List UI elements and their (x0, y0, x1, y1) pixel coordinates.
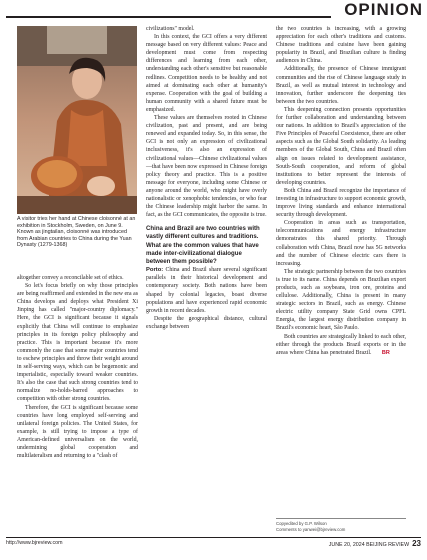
footer-rule (6, 537, 421, 538)
answer-speaker: Porto: (146, 267, 164, 274)
paragraph-text: Both countries are strategically linked to each other, either through the products Brazil exports or in the areas where China has penetrated Brazil. (276, 333, 406, 356)
text-column-1 (17, 274, 138, 460)
paragraph: Additionally, the presence of Chinese immigrant communities and the rise of Chinese language study in Brazil, as well as mutual interest in technology and innovation, further underscore the deepening ties between the two countries. (276, 66, 406, 105)
copyeditor-line: Copyedited by G.P. Wilson (276, 521, 327, 526)
paragraph: This deepening connection presents opportunities for further collaboration and understanding between our nations. In addition to Brazil's appreciation of the Five Principles of Peaceful Coexistence, there are other aspects such as the Global South solidarity. As leading members of the Global South, China and Brazil often align on issues related to development assistance, South-South cooperation, and reform of global institutions to better represent the interests of developing countries. (276, 106, 406, 186)
footer-url[interactable]: http://www.bjreview.com (6, 540, 63, 546)
end-mark: BR (381, 349, 390, 356)
editor-credit (276, 518, 406, 532)
text-column-3 (276, 25, 406, 357)
paragraph: altogether convey a reconcilable set of ethics. (17, 275, 124, 281)
paragraph: Therefore, the GCI is significant because some countries have long employed self-serving and unilateral foreign policies. The United States, for example, is still trying to impose a type of American-defined universalism on the world, undermining global cooperation and multilateralism and returning to a "clash of (17, 404, 138, 460)
section-title: OPINION (344, 0, 423, 19)
paragraph (276, 333, 406, 357)
answer-text: China and Brazil share several significant parallels in their historical development and contemporary society. Both nations have been shaped by colonial legacies, boast diverse populations and have experienced rapid economic growth in recent decades. (146, 267, 267, 314)
interview-question: China and Brazil are two countries with vastly different cultures and traditions. What are the common values that have made inter-civilizational dialogue between them possible? (146, 225, 260, 266)
issue-label: JUNE 20, 2024 BEIJING REVIEW (328, 542, 410, 548)
photo-illustration (17, 26, 137, 214)
photo-caption: A visitor tries her hand at Chinese cloisonné at an exhibition in Stockholm, Sweden, on June 9. Known as jingtailan, cloisonné was introduced from Arabian countries to China during the Yuan Dynasty (1279-1368) (17, 216, 136, 248)
paragraph: Both China and Brazil recognize the importance of investing in infrastructure to support economic growth, improve living standards and enhance international security through development. (276, 187, 406, 219)
text-column-2 (146, 25, 267, 331)
paragraph: In this context, the GCI offers a very different message based on very different values: Peace and development must come from respecting differences and learning from each other, understanding each other's sensitive but reasonable redlines. Competition needs to be healthy and not aimed at dominating each other at humanity's expense. Cooperation with the goal of building a human community with a shared future must be emphasized. (146, 34, 267, 113)
footer-issue (329, 539, 421, 548)
paragraph: Despite the geographical distance, cultural exchange between (146, 315, 267, 330)
page-header (0, 0, 427, 20)
paragraph: civilizations" model. (146, 26, 195, 32)
paragraph: The strategic partnership between the two countries is true to its name. China depends on Brazilian export products, such as soybeans, iron ore, proteins and cellulose. Additionally, China is present in many strategic sectors in Brazil, such as energy. Chinese electric utility company State Grid owns CPFL Energia, the largest energy distribution company in Brazil's economic heart, São Paulo. (276, 268, 406, 332)
article-photo (17, 26, 137, 214)
paragraph: the two countries is increasing, with a growing appreciation for each other's traditions and customs. Chinese traditions and cuisine have been gaining popularity in Brazil, and Brazilian culture is finding audiences in China. (276, 26, 406, 65)
comments-line: Comments to yanwei@bjreview.com (276, 526, 346, 532)
paragraph: These values are themselves rooted in Chinese civilization, past and present, and are being renewed and expanded today. So, in this sense, the GCI is not only an expression of civilizational inclusiveness, it's also an expression of civilizational values—Chinese civilizational values—that have been now expressed in Chinese foreign policy theory and practice. This is a positive message for everyone, including some Chinese or anyone around the world, who might have overly nationalistic or xenophobic tendencies, or who fear the Chinese leadership might harbor the same. In fact, as the GCI communicates, the opposite is true. (146, 115, 267, 219)
paragraph: Cooperation in areas such as transportation, telecommunications and energy infrastructure demonstrates this shared priority. Through collaboration with China, Brazil now has 5G networks and the number of Chinese electric cars there is increasing. (276, 220, 406, 267)
interview-answer (146, 266, 267, 315)
page-number: 23 (412, 539, 421, 548)
header-rule (6, 16, 331, 18)
paragraph: So let's focus briefly on why those principles are being reaffirmed and extended in the new era as China develops and deploys what President Xi Jinping has called "major-country diplomacy." Here, the GCI is significant because it signals explicitly that China will continue to emphasize principles in its foreign policy philosophy and practice. This is important because it's more commonly the case that some major countries tend to eschew principles and throw their weight around in self-serving ways, which can be hegemonic and imperialistic, especially toward weaker countries. It's also the case that such strong countries tend to normalize no-holds-barred approaches to competition with other strong countries. (17, 283, 138, 403)
